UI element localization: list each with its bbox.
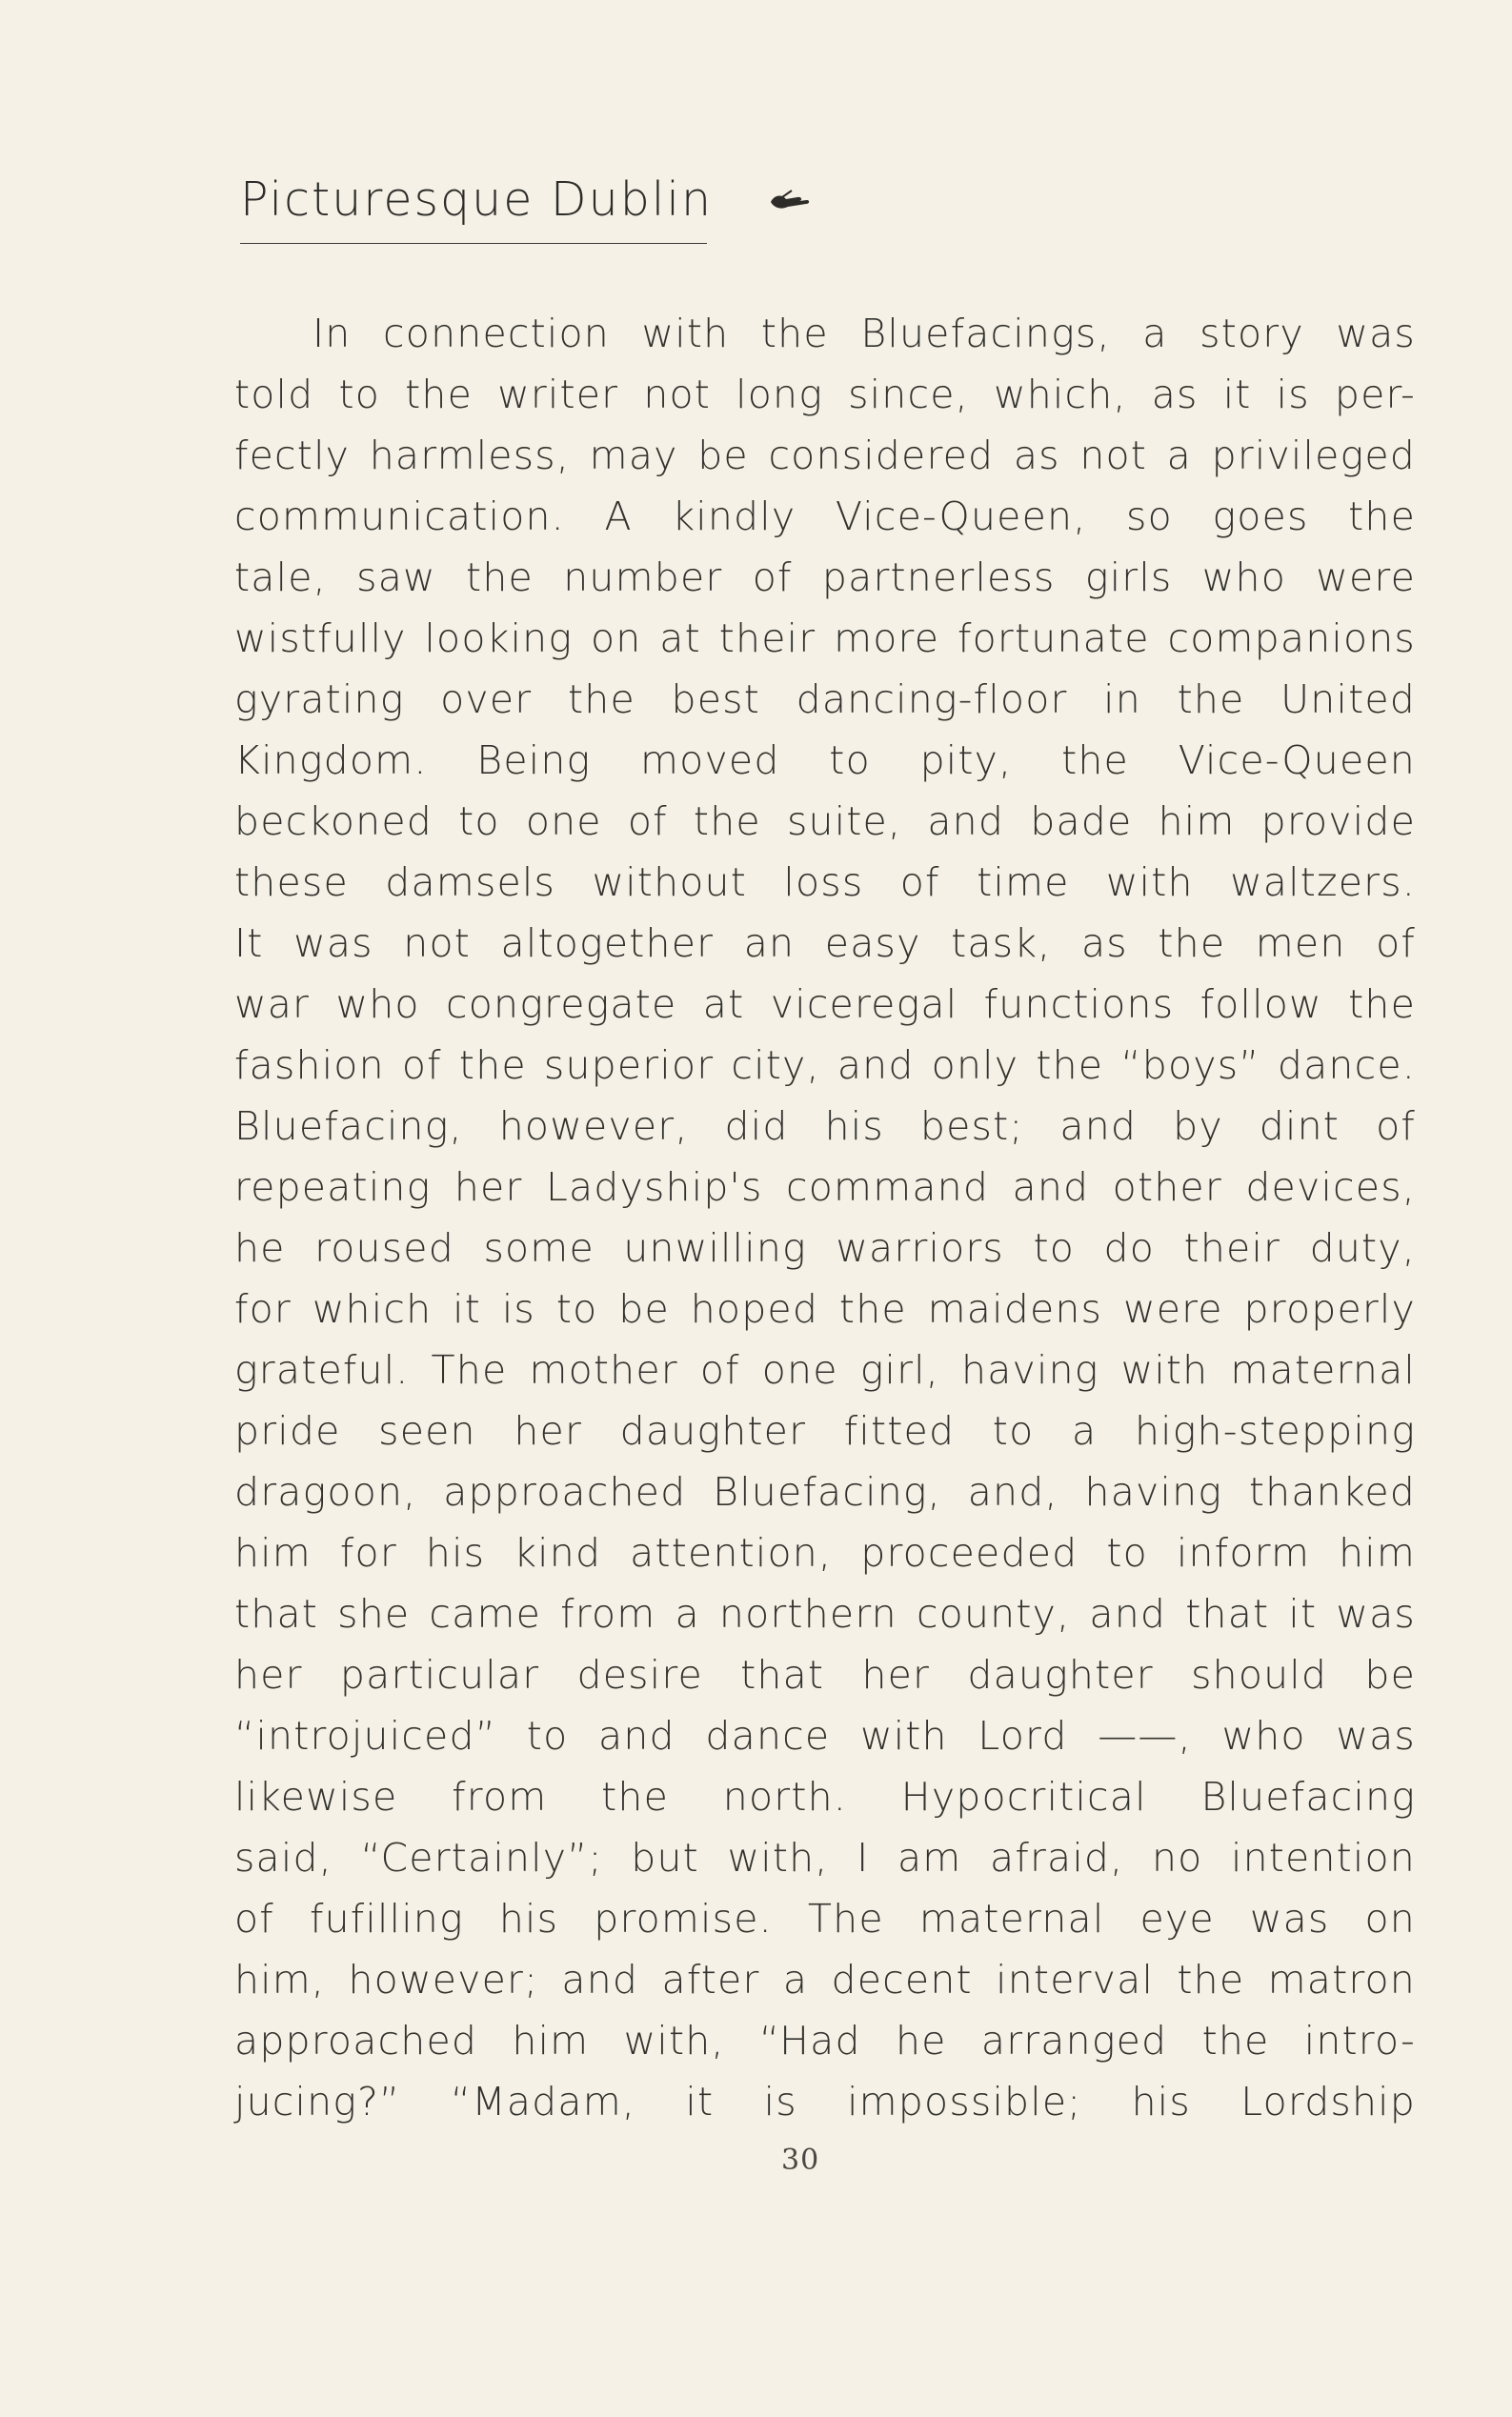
text-line: jucing?” “Madam, it is impossible; his Lordship xyxy=(234,2079,1416,2125)
text-line: Kingdom. Being moved to pity, the Vice-Queen xyxy=(234,737,1416,783)
text-line: told to the writer not long since, which, as it is per- xyxy=(234,372,1416,417)
text-line: beckoned to one of the suite, and bade him provide xyxy=(234,798,1416,844)
text-line: of fufilling his promise. The maternal eye was on xyxy=(234,1896,1416,1942)
text-line: dragoon, approached Bluefacing, and, having thanked xyxy=(234,1469,1416,1515)
text-line: repeating her Ladyship's command and other devices, xyxy=(234,1164,1416,1210)
text-line: communication. A kindly Vice-Queen, so goes the xyxy=(234,493,1416,539)
text-line: her particular desire that her daughter should be xyxy=(234,1652,1416,1698)
text-line: In connection with the Bluefacings, a story was xyxy=(312,311,1416,356)
text-line: fashion of the superior city, and only the “boys” dance. xyxy=(234,1042,1416,1088)
text-line: approached him with, “Had he arranged the intro- xyxy=(234,2018,1416,2064)
text-line: fectly harmless, may be considered as not a privileged xyxy=(234,433,1416,478)
body-text xyxy=(234,303,1416,2132)
text-line: likewise from the north. Hypocritical Bluefacing xyxy=(234,1774,1416,1820)
text-line: gyrating over the best dancing-floor in the United xyxy=(234,676,1416,722)
page-header xyxy=(240,171,716,229)
text-line: Bluefacing, however, did his best; and by dint of xyxy=(234,1103,1416,1149)
text-line: he roused some unwilling warriors to do their duty, xyxy=(234,1225,1416,1271)
text-line: wistfully looking on at their more fortunate companions xyxy=(234,615,1416,661)
text-line: “introjuiced” to and dance with Lord ——, who was xyxy=(234,1713,1416,1759)
page-number: 30 xyxy=(781,2144,820,2177)
text-line: him for his kind attention, proceeded to inform him xyxy=(234,1530,1416,1576)
hand-pointer-icon xyxy=(769,189,811,213)
header-rule xyxy=(240,243,707,244)
text-line: It was not altogether an easy task, as the men of xyxy=(234,920,1416,966)
text-line: grateful. The mother of one girl, having with maternal xyxy=(234,1347,1416,1393)
text-line: him, however; and after a decent interval the matron xyxy=(234,1957,1416,2003)
text-line: that she came from a northern county, and that it was xyxy=(234,1591,1416,1637)
text-line: pride seen her daughter fitted to a high-stepping xyxy=(234,1408,1416,1454)
text-line: tale, saw the number of partnerless girls who were xyxy=(234,554,1416,600)
text-line: these damsels without loss of time with waltzers. xyxy=(234,859,1416,905)
text-line: said, “Certainly”; but with, I am afraid, no intention xyxy=(234,1835,1416,1881)
running-title: Picturesque Dublin xyxy=(240,172,714,227)
text-line: war who congregate at viceregal functions follow the xyxy=(234,981,1416,1027)
text-line: for which it is to be hoped the maidens were properly xyxy=(234,1286,1416,1332)
